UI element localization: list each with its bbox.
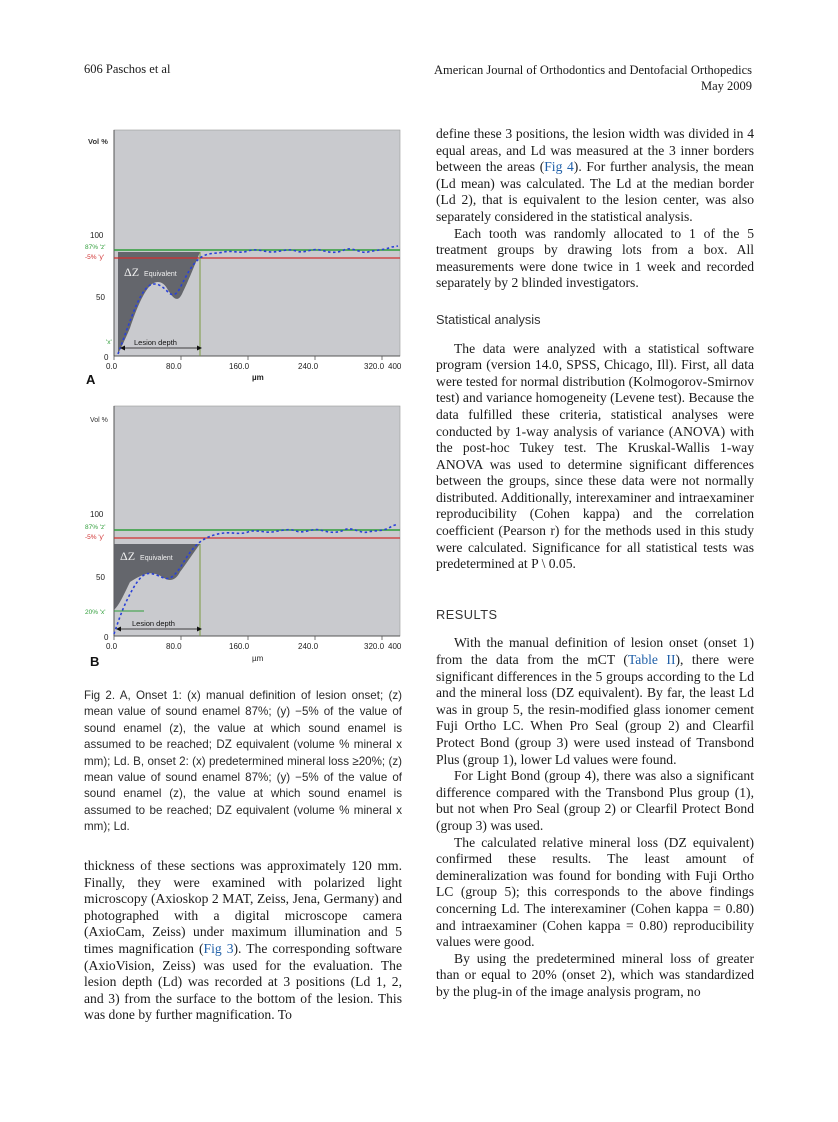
marker-z-b: 87% 'z' bbox=[85, 524, 106, 531]
figure-panel-b bbox=[84, 404, 404, 670]
x-unit-a: µm bbox=[252, 373, 264, 382]
section-heading-statistics: Statistical analysis bbox=[436, 311, 541, 327]
x-tick-320-a: 320.0 bbox=[364, 362, 385, 371]
marker-z-a: 87% 'z' bbox=[85, 244, 106, 251]
figure-panel-a bbox=[84, 128, 404, 390]
fig3-link[interactable]: Fig 3 bbox=[203, 940, 234, 956]
paragraph: define these 3 positions, the lesion width was divided in 4 equal areas, and Ld was measured at the 3 inner borders between the areas (Fig 4). For further analysis, the mean (Ld mean) was calculated. The Ld at the median border (Ld 2), that is equivalent to the lesion center, was also separately considered in the statistical analysis. bbox=[436, 126, 754, 224]
x-unit-b: µm bbox=[252, 654, 264, 663]
y-tick-0-a: 0 bbox=[104, 353, 109, 362]
running-header-right bbox=[434, 62, 752, 94]
y-unit-b: Vol % bbox=[90, 417, 108, 424]
paragraph: With the manual definition of lesion onset (onset 1) from the data from the mCT (Table II), there were significant differences in the 5 groups according to the Ld and the mineral loss (DZ equivalent). By far, the least Ld was in group 5, the resin-modified glass ionomer cement Fuji Ortho LC. When Pro Seal (group 2) and Clearfil Protect Bond (group 3) were used instead of Transbond Plus (group 1), lower Ld values were found. bbox=[436, 635, 755, 767]
panel-label-b: B bbox=[90, 654, 100, 669]
paragraph: By using the predetermined mineral loss of greater than or equal to 20% (onset 2), which was standardized by the plug-in of the image analysis program, no bbox=[436, 950, 754, 999]
running-header-left: 606 Paschos et al bbox=[84, 62, 171, 76]
delta-z-label-b: ΔZ Equivalent bbox=[120, 549, 173, 563]
x-tick-240-a: 240.0 bbox=[298, 362, 319, 371]
paragraph: Each tooth was randomly allocated to 1 of the 5 treatment groups by drawing lots from a box. All measurements were done twice in 1 week and recorded separately by 2 blinded investigators. bbox=[436, 225, 754, 291]
paragraph: The calculated relative mineral loss (DZ equivalent) confirmed these results. The least amount of demineralization was found for bonding with Fuji Ortho LC (group 5); this corresponds to the above findings concerning Ld. The interexaminer (Cohen kappa = 0.80) and intraexaminer (Cohen kappa = 0.80) reproducibility values were good. bbox=[436, 834, 754, 950]
marker-y-b: -5% 'y' bbox=[85, 534, 105, 541]
left-column-text bbox=[84, 858, 402, 1024]
y-tick-50-b: 50 bbox=[96, 573, 105, 582]
fig4-link[interactable]: Fig 4 bbox=[544, 159, 574, 175]
marker-x-b: 20% 'x' bbox=[85, 609, 106, 616]
paragraph: For Light Bond (group 4), there was also a significant difference compared with the Transbond Plus group (1), but not when Pro Seal (group 2) or Clearfil Protect Bond (group 3) was used. bbox=[436, 768, 754, 833]
y-tick-50-a: 50 bbox=[96, 293, 105, 302]
y-tick-0-b: 0 bbox=[104, 633, 109, 642]
x-tick-320-b: 320.0 bbox=[364, 642, 385, 651]
y-unit-a: Vol % bbox=[88, 137, 108, 146]
x-tick-400-b: 400 bbox=[388, 642, 402, 651]
table2-link[interactable]: Table II bbox=[627, 652, 676, 668]
section-heading-results: RESULTS bbox=[436, 606, 498, 622]
issue-date: May 2009 bbox=[700, 79, 752, 93]
x-tick-80-a: 80.0 bbox=[166, 362, 182, 371]
marker-y-a: -5% 'y' bbox=[85, 254, 105, 261]
x-tick-160-b: 160.0 bbox=[229, 642, 250, 651]
delta-z-label-a: ΔZ Equivalent bbox=[124, 265, 177, 279]
x-tick-160-a: 160.0 bbox=[229, 362, 250, 371]
figure-caption: Fig 2. A, Onset 1: (x) manual definition of lesion onset; (z) mean value of sound enamel 87%; (y) −5% of the value of sound enamel (z), the value at which sound enamel is assumed to be reached; DZ equivalent (volume % mineral x mm); Ld. B, onset 2: (x) predetermined mineral loss ≥20%; (z) mean value of sound enamel 87%; (y) −5% of the value of sound enamel (z), the value at which sound enamel is assumed to be reached; DZ equivalent (volume % mineral x mm); Ld. bbox=[84, 689, 402, 834]
y-tick-100-b: 100 bbox=[90, 510, 104, 519]
x-tick-0-a: 0.0 bbox=[106, 362, 118, 371]
x-tick-400-a: 400 bbox=[388, 362, 402, 371]
lesion-depth-label-a: Lesion depth bbox=[134, 338, 177, 347]
paragraph: The data were analyzed with a statistical software program (version 14.0, SPSS, Chicago, Ill). First, all data were tested for normal distribution (Kolmogorov-Smirnov test) and variance homogeneity (Levene test). Because the data fulfilled these criteria, statistical analyses were conducted by 1-way analysis of variance (ANOVA) with the post-hoc Tukey test. The Kruskal-Wallis 1-way ANOVA was used to determine significant differences between the groups, since these data were not normally distributed. Additionally, interexaminer and intraexaminer reproducibility (Cohen kappa) and the correlation coefficient (Pearson r) for the methods used in this study were calculated. Significance for all statistical tests was predetermined at P \ 0.05. bbox=[436, 340, 754, 572]
paragraph: thickness of these sections was approximately 120 mm. Finally, they were examined with polarized light microscopy (Axioskop 2 MAT, Zeiss, Jena, Germany) and photographed with a digital microscope camera (AxioCam, Zeiss) under maximum illumination and 5 times magnification (Fig 3). The corresponding software (AxioVision, Zeiss) was used for the evaluation. The lesion depth (Ld) was recorded at 3 positions (Ld 1, 2, and 3) from the surface to the bottom of the lesion. This was done by further magnification. To bbox=[84, 858, 402, 1023]
panel-label-a: A bbox=[86, 372, 96, 387]
x-tick-0-b: 0.0 bbox=[106, 642, 118, 651]
x-tick-80-b: 80.0 bbox=[166, 642, 182, 651]
y-tick-100-a: 100 bbox=[90, 231, 104, 240]
x-tick-240-b: 240.0 bbox=[298, 642, 319, 651]
lesion-depth-label-b: Lesion depth bbox=[132, 619, 175, 628]
marker-x-a: 'x' bbox=[106, 339, 112, 346]
right-column-text bbox=[436, 126, 754, 1001]
journal-name: American Journal of Orthodontics and Dentofacial Orthopedics bbox=[434, 63, 752, 77]
